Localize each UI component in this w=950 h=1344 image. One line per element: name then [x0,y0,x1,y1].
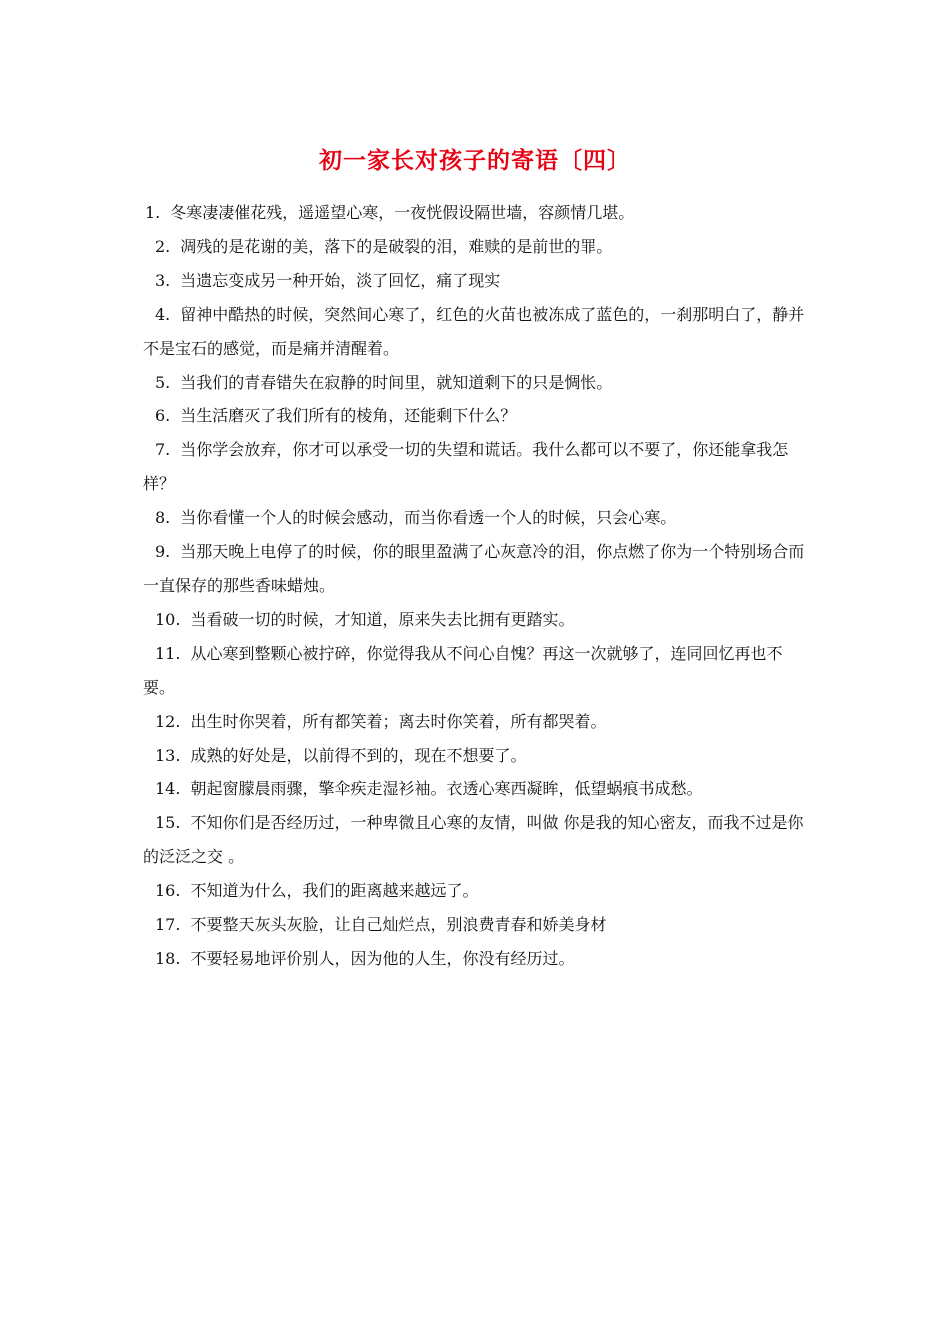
item-text: 当我们的青春错失在寂静的时间里，就知道剩下的只是惆怅。 [180,372,613,392]
list-item [143,739,813,773]
item-number: 10. [155,609,181,629]
list-item [143,230,813,264]
item-text: 出生时你哭着，所有都笑着；离去时你笑着，所有都哭着。 [190,711,607,731]
item-number: 9. [155,542,171,562]
item-text: 朝起窗朦晨雨骤，擎伞疾走湿衫袖。衣透心寒西凝眸，低望蜗痕书成愁。 [190,779,703,799]
list-item [143,264,813,298]
list-item [143,501,813,535]
item-number: 15. [155,813,181,833]
list-item [143,399,813,433]
quote-list [143,196,813,976]
item-number: 16. [155,881,181,901]
list-item [143,298,813,366]
item-text: 冬寒凄凄催花残，遥遥望心寒，一夜恍假设隔世墙，容颜情几堪。 [170,203,635,222]
list-item [143,603,813,637]
list-item [143,806,813,874]
item-text: 当看破一切的时候，才知道，原来失去比拥有更踏实。 [190,609,575,629]
item-number: 12. [155,711,181,731]
item-number: 4. [155,304,171,324]
item-number: 6. [155,406,171,426]
item-number: 17. [155,915,181,935]
item-text: 当生活磨灭了我们所有的棱角，还能剩下什么？ [180,406,517,426]
list-item [143,908,813,942]
item-text: 成熟的好处是，以前得不到的，现在不想要了。 [190,745,527,765]
list-item [143,705,813,739]
item-text: 从心寒到整颗心被拧碎，你觉得我从不问心自愧？再这一次就够了，连同回忆再也不要。 [143,643,783,697]
item-number: 11. [155,643,181,663]
item-text: 当你学会放弃，你才可以承受一切的失望和谎话。我什么都可以不要了，你还能拿我怎样？ [143,440,789,494]
item-number: 5. [155,372,171,392]
item-number: 13. [155,745,181,765]
item-number: 8. [155,508,171,528]
document-title: 初一家长对孩子的寄语〔四〕 [319,147,631,174]
item-text: 不要整天灰头灰脸，让自己灿烂点，别浪费青春和娇美身材 [190,915,607,935]
item-text: 不要轻易地评价别人，因为他的人生，你没有经历过。 [190,948,575,968]
item-number: 7. [155,440,171,460]
item-text: 不知道为什么，我们的距离越来越远了。 [190,881,479,901]
item-number: 2. [155,236,171,256]
item-number: 14. [155,779,181,799]
item-number: 3. [155,270,171,290]
item-text: 当遗忘变成另一种开始，淡了回忆，痛了现实 [180,270,501,290]
list-item [143,772,813,806]
list-item [143,433,813,501]
list-item [143,366,813,400]
item-text: 当你看懂一个人的时候会感动，而当你看透一个人的时候，只会心寒。 [180,508,677,528]
item-number: 1. [145,203,161,222]
list-item [143,942,813,976]
item-text: 不知你们是否经历过，一种卑微且心寒的友情，叫做 你是我的知心密友，而我不过是你的泛泛之交 。 [143,813,804,867]
item-text: 当那天晚上电停了的时候，你的眼里盈满了心灰意冷的泪，你点燃了你为一个特别场合而一直保存的那些香味蜡烛。 [143,542,805,595]
item-text: 留神中酷热的时候，突然间心寒了，红色的火苗也被冻成了蓝色的，一刹那明白了，静并不是宝石的感觉，而是痛并清醒着。 [143,304,805,358]
list-item [143,874,813,908]
list-item [143,535,813,603]
list-item [143,637,813,705]
item-number: 18. [155,948,181,968]
item-text: 凋残的是花谢的美，落下的是破裂的泪，难赎的是前世的罪。 [180,236,613,256]
list-item [143,196,813,230]
